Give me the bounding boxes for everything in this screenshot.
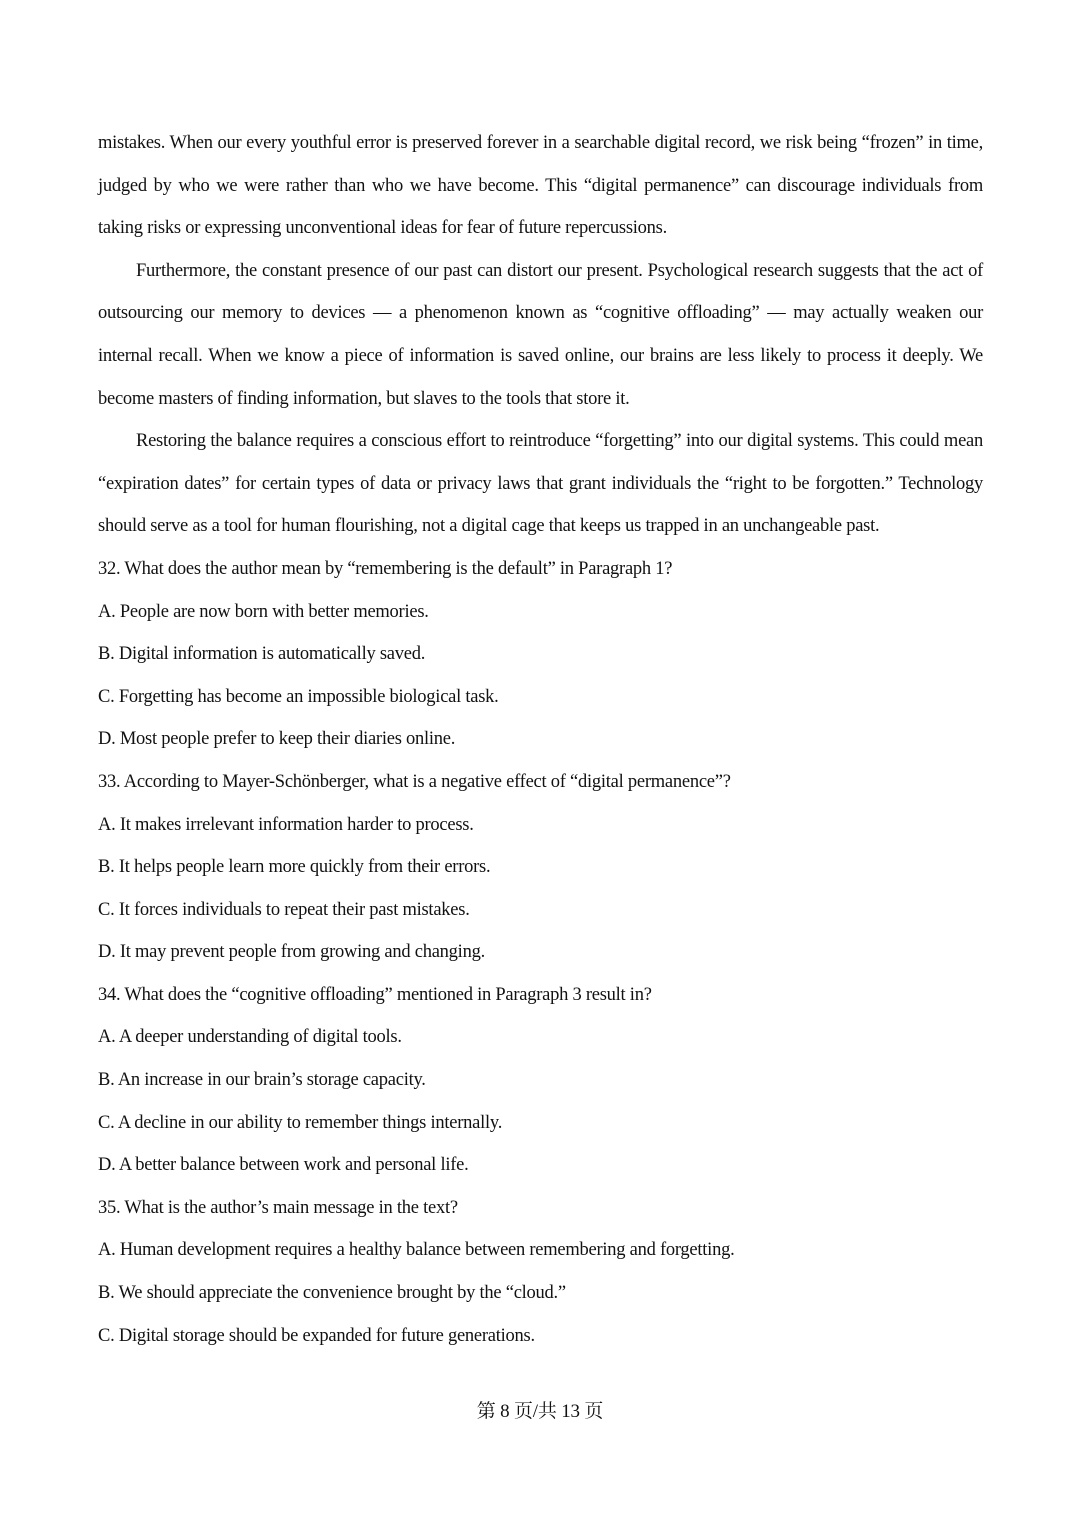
question-stem: 35. What is the author’s main message in the text? <box>98 1197 458 1218</box>
question-stem: 34. What does the “cognitive offloading” mentioned in Paragraph 3 result in? <box>98 984 652 1005</box>
question-33 <box>98 761 983 974</box>
question-32 <box>98 548 983 761</box>
passage-paragraph-2-continued: mistakes. When our every youthful error is preserved forever in a searchable digital record, we risk being “frozen” in time, judged by who we were rather than who we have become. This “digital permanence” can discourage individuals from taking risks or expressing unconventional ideas for fear of future repercussions. <box>98 133 983 239</box>
option-c: C. It forces individuals to repeat their past mistakes. <box>98 899 470 920</box>
option-c: C. Forgetting has become an impossible biological task. <box>98 686 499 707</box>
question-stem: 33. According to Mayer-Schönberger, what is a negative effect of “digital permanence”? <box>98 771 731 792</box>
option-c: C. A decline in our ability to remember things internally. <box>98 1112 503 1133</box>
option-b: B. An increase in our brain’s storage capacity. <box>98 1070 426 1091</box>
option-d: D. It may prevent people from growing and changing. <box>98 942 485 963</box>
option-b: B. Digital information is automatically saved. <box>98 644 426 665</box>
passage-paragraph-3: Furthermore, the constant presence of our past can distort our present. Psychological research suggests that the act of outsourcing our memory to devices — a phenomenon known as “cognitive offloading” — may actually weaken our internal recall. When we know a piece of information is saved online, our brains are less likely to process it deeply. We become masters of finding information, but slaves to the tools that store it. <box>98 260 983 409</box>
option-b: B. We should appreciate the convenience brought by the “cloud.” <box>98 1283 566 1304</box>
option-d: D. A better balance between work and personal life. <box>98 1155 469 1176</box>
option-c: C. Digital storage should be expanded for future generations. <box>98 1325 535 1346</box>
option-a: A. People are now born with better memories. <box>98 601 429 622</box>
passage-paragraph-4: Restoring the balance requires a conscious effort to reintroduce “forgetting” into our digital systems. This could mean “expiration dates” for certain types of data or privacy laws that grant individuals the “right to be forgotten.” Technology should serve as a tool for human flourishing, not a digital cage that keeps us trapped in an unchangeable past. <box>98 431 983 537</box>
option-b: B. It helps people learn more quickly from their errors. <box>98 857 491 878</box>
option-a: A. A deeper understanding of digital tools. <box>98 1027 402 1048</box>
question-35 <box>98 1187 983 1357</box>
page-number-footer: 第 8 页/共 13 页 <box>476 1401 604 1422</box>
question-34 <box>98 974 983 1187</box>
option-d: D. Most people prefer to keep their diaries online. <box>98 729 456 750</box>
exam-page-content <box>98 122 983 1357</box>
option-a: A. It makes irrelevant information harder to process. <box>98 814 474 835</box>
question-stem: 32. What does the author mean by “remembering is the default” in Paragraph 1? <box>98 558 673 579</box>
option-a: A. Human development requires a healthy balance between remembering and forgetting. <box>98 1240 735 1261</box>
